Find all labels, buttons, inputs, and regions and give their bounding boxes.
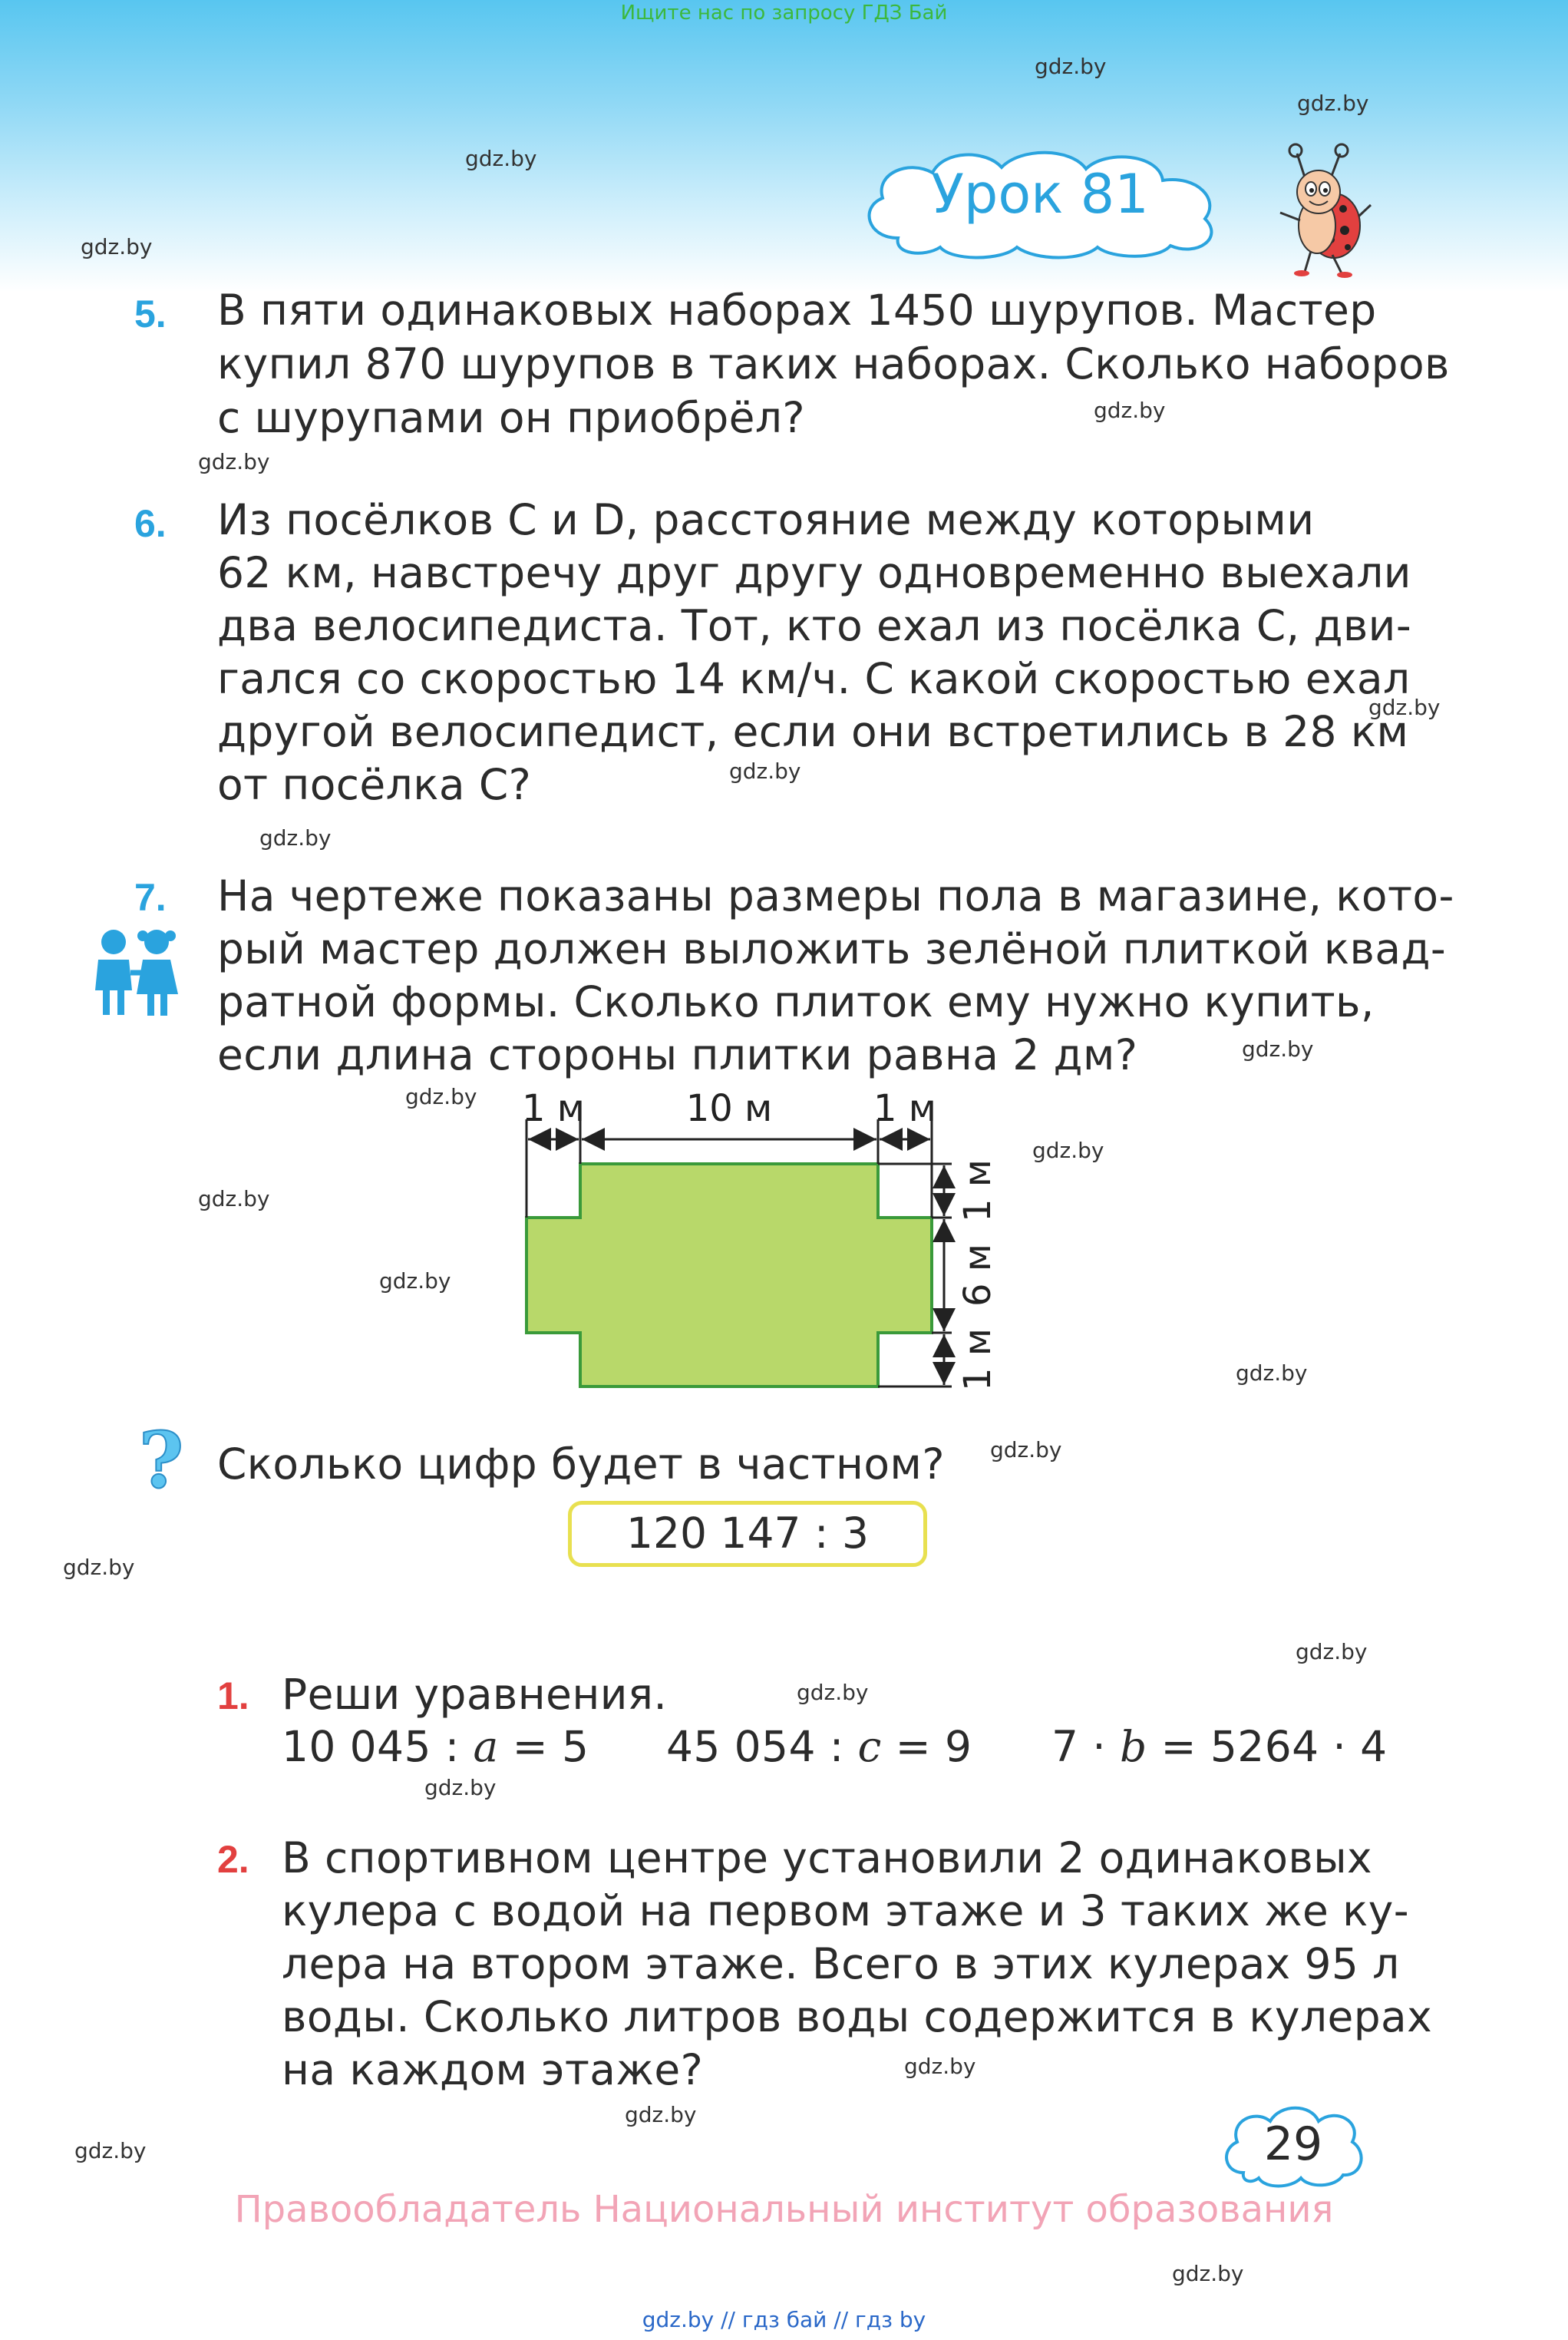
watermark: gdz.by: [198, 449, 270, 474]
dim-label-right-middle: 6 м: [956, 1243, 999, 1307]
watermark: gdz.by: [198, 1186, 270, 1211]
watermark: gdz.by: [81, 234, 153, 259]
task-6-line: от посёлка C?: [217, 760, 532, 809]
task-5-line: с шурупами он приобрёл?: [217, 393, 806, 442]
expression: 120 147 : 3: [626, 1509, 869, 1558]
search-note: Ищите нас по запросу ГДЗ Бай: [620, 2, 948, 25]
watermark: gdz.by: [1172, 2261, 1244, 2286]
task-5-line: купил 870 шурупов в таких наборах. Сколько наборов: [217, 339, 1450, 388]
task-7-line: рый мастер должен выложить зелёной плиткой квад-: [217, 924, 1447, 973]
copyright-text: Правообладатель Национальный институт образования: [234, 2188, 1334, 2231]
page-number: 29: [1263, 2117, 1323, 2171]
svg-text:?: ?: [138, 1424, 184, 1501]
watermark: gdz.by: [74, 2138, 147, 2163]
homework-2-line: на каждом этаже?: [282, 2045, 704, 2094]
task-6-line: другой велосипедист, если они встретились в 28 км: [217, 707, 1409, 756]
homework-2-line: кулера с водой на первом этаже и 3 таких же ку-: [282, 1886, 1409, 1935]
task-6-line: Из посёлков C и D, расстояние между которыми: [217, 495, 1315, 544]
floor-plan-figure: [499, 1089, 1044, 1411]
watermark: gdz.by: [1296, 1639, 1368, 1664]
watermark: gdz.by: [1236, 1360, 1308, 1386]
footer-links: gdz.by // гдз бай // гдз by: [642, 2307, 926, 2332]
homework-2-line: воды. Сколько литров воды содержится в кулерах: [282, 1992, 1433, 2041]
dim-label-right-bottom: 1 м: [956, 1327, 999, 1392]
watermark: gdz.by: [729, 759, 801, 784]
watermark: gdz.by: [379, 1268, 451, 1294]
dim-label-top-right: 1 м: [873, 1089, 937, 1130]
watermark: gdz.by: [465, 146, 537, 171]
homework-2-line: лера на втором этаже. Всего в этих кулерах 95 л: [282, 1939, 1400, 1988]
homework-2-number: 2.: [217, 1838, 249, 1881]
lesson-title: Урок 81: [931, 163, 1149, 226]
task-6-number: 6.: [134, 502, 167, 545]
watermark: gdz.by: [625, 2102, 697, 2127]
watermark: gdz.by: [1094, 398, 1166, 423]
task-7-number: 7.: [134, 876, 167, 919]
equation: 10 045 : a = 5: [282, 1722, 589, 1771]
copyright-note: [0, 2188, 1568, 2231]
task-6-line: два велосипедиста. Тот, кто ехал из посёлка C, дви-: [217, 601, 1412, 650]
watermark: gdz.by: [904, 2054, 976, 2079]
homework-2-line: В спортивном центре установили 2 одинаковых: [282, 1833, 1372, 1882]
watermark: gdz.by: [1368, 695, 1441, 720]
task-6-line: 62 км, навстречу друг другу одновременно выехали: [217, 548, 1411, 597]
task-7-line: ратной формы. Сколько плиток ему нужно купить,: [217, 977, 1375, 1026]
question-text: Сколько цифр будет в частном?: [217, 1439, 945, 1489]
task-7-line: На чертеже показаны размеры пола в магазине, кото-: [217, 871, 1454, 920]
watermark: gdz.by: [259, 825, 332, 851]
question-mark-icon: [130, 1424, 192, 1501]
dim-label-top-middle: 10 м: [685, 1089, 773, 1130]
watermark: gdz.by: [424, 1775, 497, 1800]
homework-1-number: 1.: [217, 1674, 249, 1717]
task-5-number: 5.: [134, 292, 167, 335]
watermark: gdz.by: [1032, 1138, 1104, 1163]
ladybug-icon: [1274, 140, 1374, 278]
task-6-line: гался со скоростью 14 км/ч. С какой скоростью ехал: [217, 654, 1411, 703]
task-7-line: если длина стороны плитки равна 2 дм?: [217, 1030, 1138, 1079]
watermark: gdz.by: [990, 1437, 1062, 1462]
watermark: gdz.by: [1242, 1036, 1314, 1062]
watermark: gdz.by: [797, 1680, 869, 1705]
equation: 7 · b = 5264 · 4: [1051, 1722, 1388, 1771]
dim-label-top-left: 1 м: [521, 1089, 586, 1130]
dim-label-right-top: 1 м: [956, 1158, 999, 1223]
equation: 45 054 : c = 9: [666, 1722, 972, 1771]
homework-1-title: Реши уравнения.: [282, 1670, 668, 1719]
watermark: gdz.by: [405, 1084, 477, 1109]
watermark: gdz.by: [63, 1555, 135, 1580]
floor-shape: [527, 1164, 932, 1386]
watermark: gdz.by: [1297, 91, 1369, 116]
task-5-line: В пяти одинаковых наборах 1450 шурупов. Мастер: [217, 286, 1377, 335]
watermark: gdz.by: [1035, 54, 1107, 79]
pair-work-icon: [84, 925, 184, 1017]
